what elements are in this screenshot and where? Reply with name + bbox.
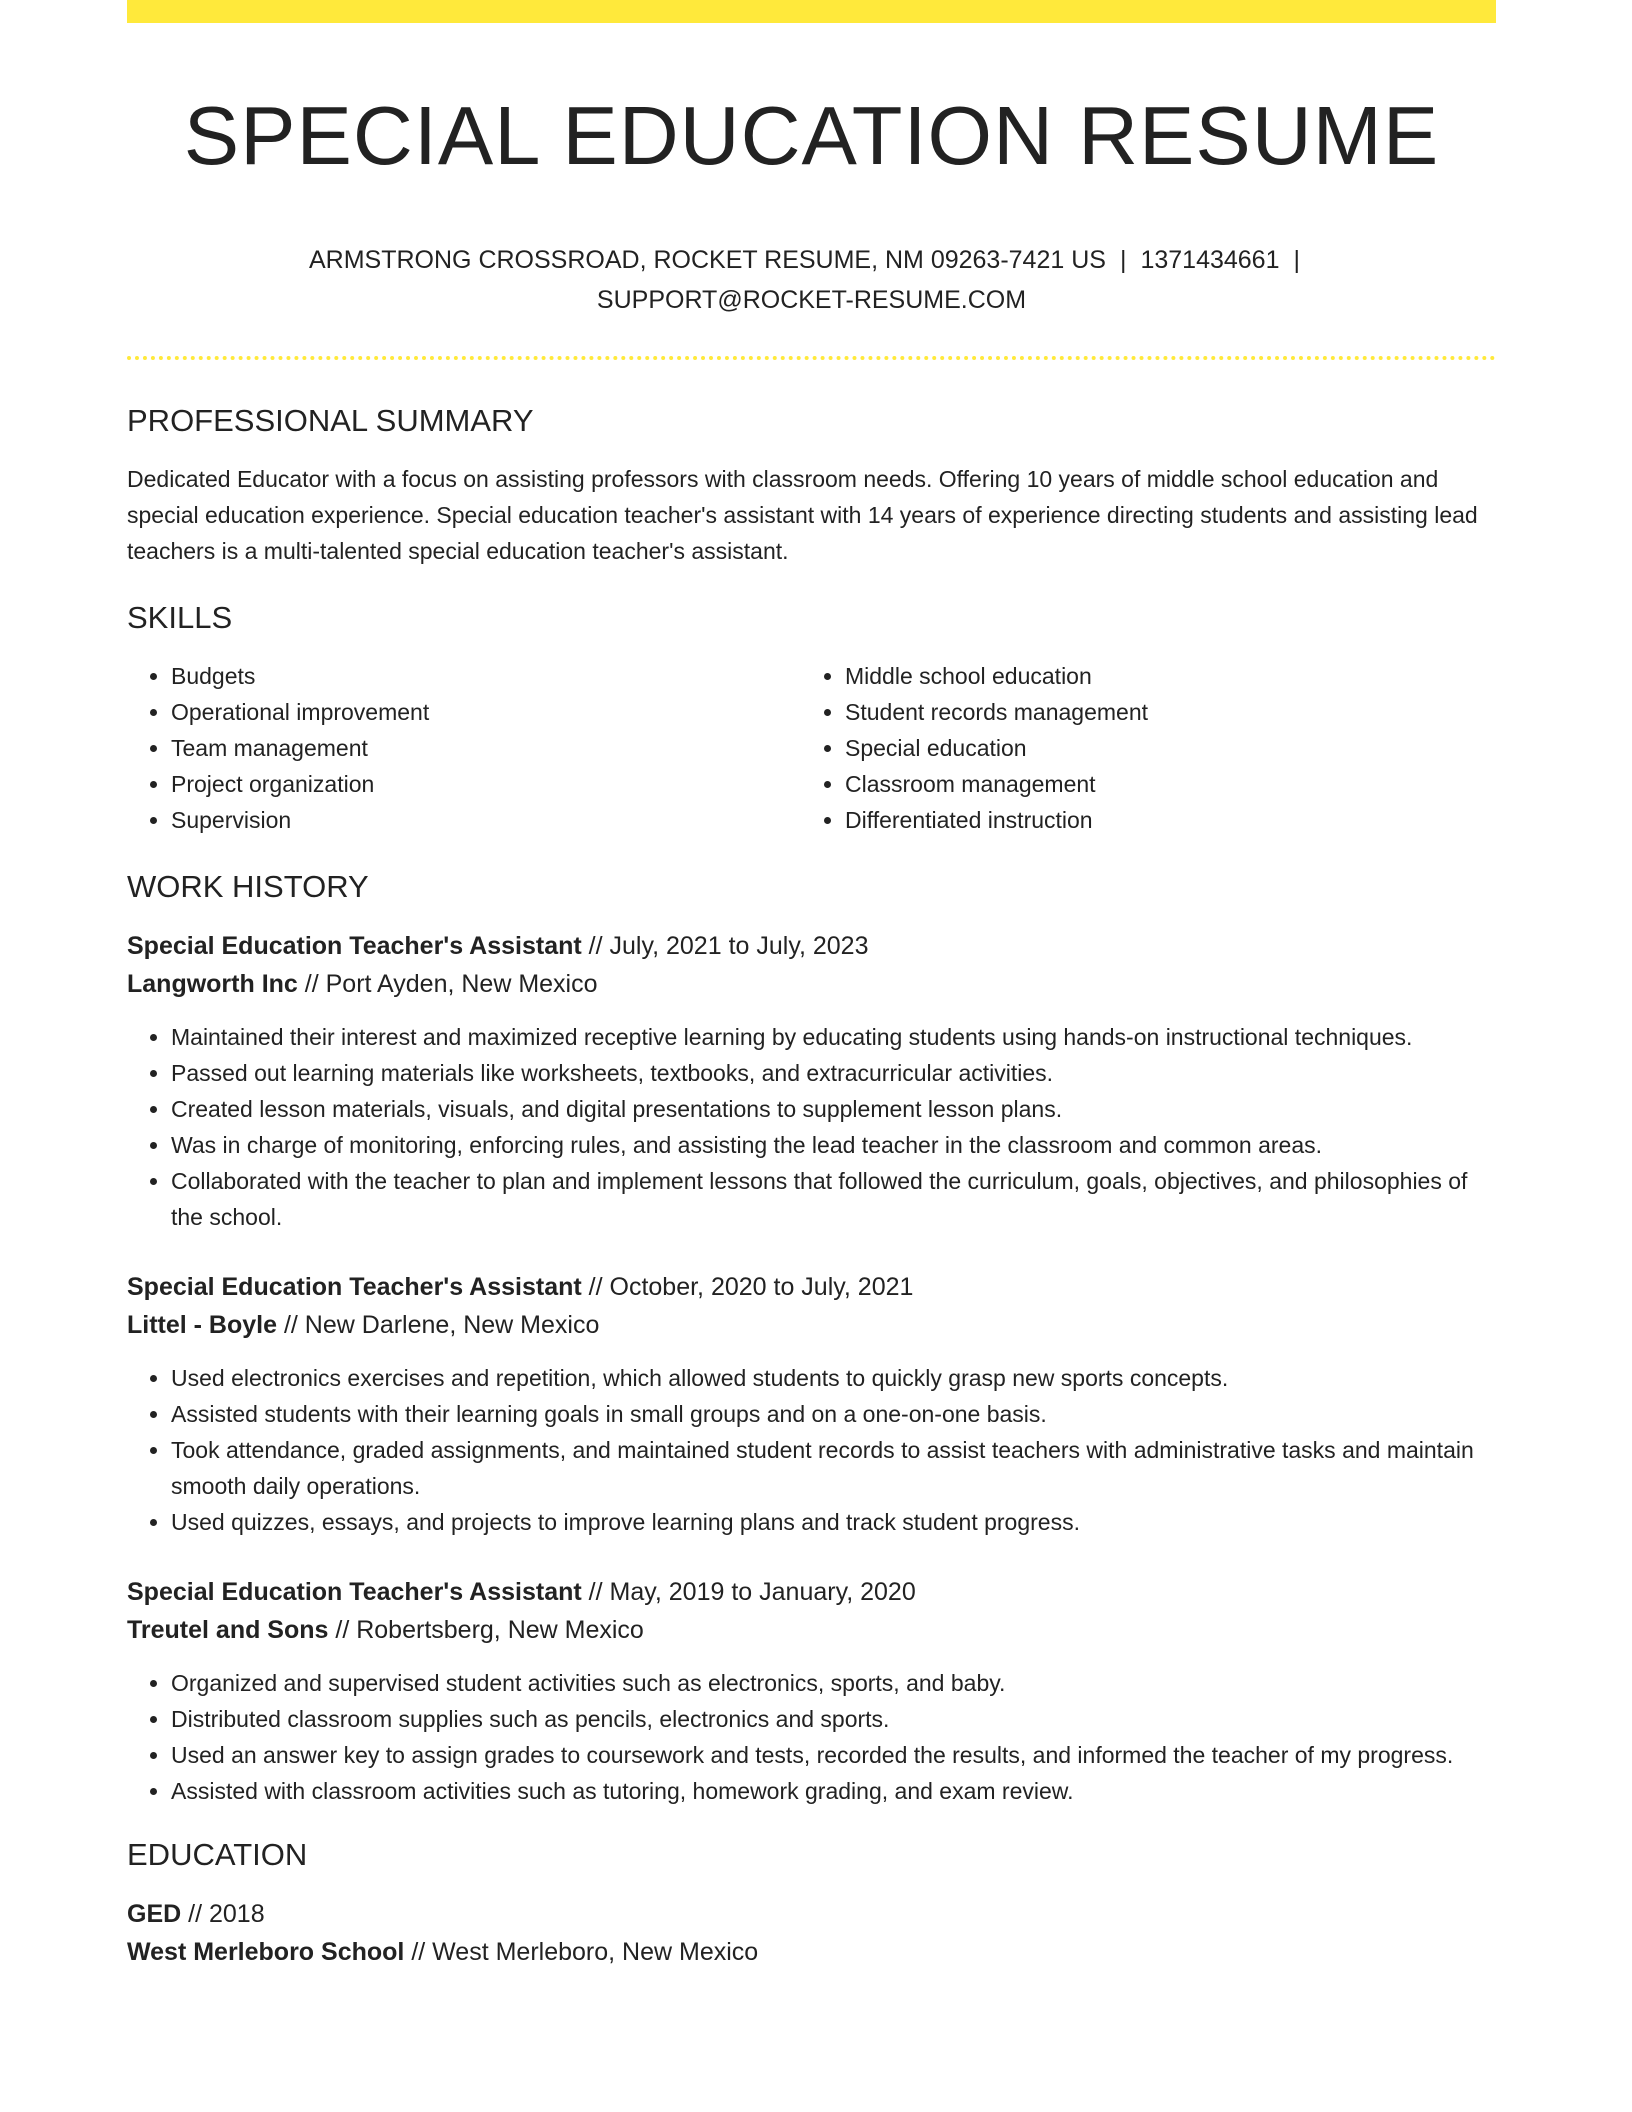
phone: 1371434661 <box>1140 246 1280 274</box>
job-company-line <box>127 1611 1496 1649</box>
job-bullets <box>127 1360 1496 1540</box>
contact-info <box>127 240 1496 320</box>
contact-line-1 <box>127 240 1496 280</box>
job-bullet: • Used an answer key to assign grades to coursework and tests, recorded the results, and informed the teacher of my progress. <box>171 1737 1496 1773</box>
education-degree-line <box>127 1895 1496 1933</box>
work-history-heading: WORK HISTORY <box>127 869 369 904</box>
skill-item: • Differentiated instruction <box>845 802 1475 838</box>
job-bullet: • Took attendance, graded assignments, and maintained student records to assist teachers with administrative tasks and maintain smooth daily operations. <box>171 1432 1496 1504</box>
job-bullets <box>127 1019 1496 1235</box>
education-entry <box>127 1895 1496 1971</box>
education-location: // West Merleboro, New Mexico <box>411 1938 759 1966</box>
resume-page <box>127 0 1496 1971</box>
education-year: // 2018 <box>188 1900 265 1928</box>
separator: | <box>1119 246 1127 274</box>
summary-text: Dedicated Educator with a focus on assisting professors with classroom needs. Offering 10 years of middle school education and special education experience. Special education teacher's assistant with 14 years of experience directing students and assisting lead teachers is a multi-talented special education teacher's assistant. <box>127 466 1478 564</box>
skill-item: • Operational improvement <box>171 694 801 730</box>
job-location: // Port Ayden, New Mexico <box>304 970 598 998</box>
job-bullet: • Created lesson materials, visuals, and digital presentations to supplement lesson plans. <box>171 1091 1496 1127</box>
job-bullet: • Used electronics exercises and repetition, which allowed students to quickly grasp new sports concepts. <box>171 1360 1496 1396</box>
job-entry <box>127 1268 1496 1540</box>
resume-title: SPECIAL EDUCATION RESUME <box>183 89 1440 182</box>
job-bullets <box>127 1665 1496 1809</box>
job-bullet: • Distributed classroom supplies such as pencils, electronics and sports. <box>171 1701 1496 1737</box>
job-dates: // July, 2021 to July, 2023 <box>588 932 869 960</box>
contact-line-2 <box>127 280 1496 320</box>
divider <box>127 356 1496 360</box>
skill-item: • Student records management <box>845 694 1475 730</box>
job-company-line <box>127 965 1496 1003</box>
job-company: Langworth Inc <box>127 970 298 998</box>
skill-item: • Project organization <box>171 766 801 802</box>
skill-item: • Special education <box>845 730 1475 766</box>
job-location: // Robertsberg, New Mexico <box>335 1616 644 1644</box>
job-title-line <box>127 927 1496 965</box>
summary-heading: PROFESSIONAL SUMMARY <box>127 403 534 438</box>
skills-heading: SKILLS <box>127 600 233 635</box>
job-role: Special Education Teacher's Assistant <box>127 1273 582 1301</box>
job-company: Treutel and Sons <box>127 1616 329 1644</box>
job-company-line <box>127 1306 1496 1344</box>
skills-column-left <box>127 658 801 838</box>
job-title-line <box>127 1573 1496 1611</box>
skill-item: • Classroom management <box>845 766 1475 802</box>
job-bullet: • Used quizzes, essays, and projects to improve learning plans and track student progress. <box>171 1504 1496 1540</box>
job-dates: // May, 2019 to January, 2020 <box>588 1578 916 1606</box>
job-entry <box>127 927 1496 1235</box>
address: ARMSTRONG CROSSROAD, ROCKET RESUME, NM 09263-7421 US <box>309 246 1106 274</box>
job-role: Special Education Teacher's Assistant <box>127 1578 582 1606</box>
job-bullet: • Passed out learning materials like worksheets, textbooks, and extracurricular activities. <box>171 1055 1496 1091</box>
separator: | <box>1293 246 1300 274</box>
job-dates: // October, 2020 to July, 2021 <box>588 1273 914 1301</box>
job-title-line <box>127 1268 1496 1306</box>
job-bullet: • Maintained their interest and maximized receptive learning by educating students using hands-on instructional techniques. <box>171 1019 1496 1055</box>
job-bullet: • Collaborated with the teacher to plan and implement lessons that followed the curriculum, goals, objectives, and philosophies of the school. <box>171 1163 1496 1235</box>
job-role: Special Education Teacher's Assistant <box>127 932 582 960</box>
education-school: West Merleboro School <box>127 1938 405 1966</box>
email: SUPPORT@ROCKET-RESUME.COM <box>596 286 1027 314</box>
skills-list <box>127 658 1496 838</box>
skill-item: • Supervision <box>171 802 801 838</box>
job-entry <box>127 1573 1496 1809</box>
skill-item: • Budgets <box>171 658 801 694</box>
job-bullet: • Was in charge of monitoring, enforcing rules, and assisting the lead teacher in the classroom and common areas. <box>171 1127 1496 1163</box>
skill-item: • Middle school education <box>845 658 1475 694</box>
skills-column-right <box>801 658 1475 838</box>
job-company: Littel - Boyle <box>127 1311 278 1339</box>
education-school-line <box>127 1933 1496 1971</box>
education-heading: EDUCATION <box>127 1837 308 1872</box>
skill-item: • Team management <box>171 730 801 766</box>
job-bullet: • Organized and supervised student activities such as electronics, sports, and baby. <box>171 1665 1496 1701</box>
job-bullet: • Assisted students with their learning goals in small groups and on a one-on-one basis. <box>171 1396 1496 1432</box>
accent-bar <box>127 0 1496 23</box>
job-bullet: • Assisted with classroom activities such as tutoring, homework grading, and exam review. <box>171 1773 1496 1809</box>
education-degree: GED <box>127 1900 182 1928</box>
job-location: // New Darlene, New Mexico <box>283 1311 600 1339</box>
